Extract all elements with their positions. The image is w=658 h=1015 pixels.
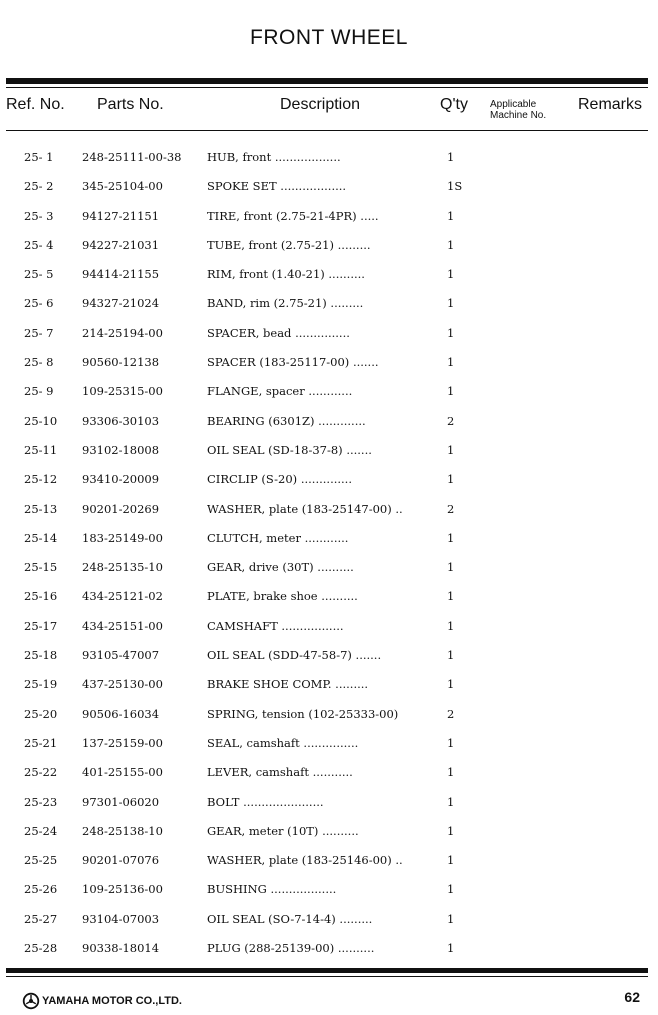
description-cell: GEAR, meter (10T) .......... (207, 823, 359, 838)
parts-no-cell: 90201-07076 (82, 853, 160, 868)
ref-no-cell: 25- 8 (24, 355, 54, 370)
description-cell: TUBE, front (2.75-21) ......... (207, 237, 371, 252)
ref-no-cell: 25- 2 (24, 179, 54, 194)
description-cell: SPRING, tension (102-25333-00) (207, 706, 399, 721)
ref-no-cell: 25-20 (24, 706, 58, 721)
description-cell: PLATE, brake shoe .......... (207, 589, 358, 604)
bottom-rule-thin (6, 976, 648, 977)
description-cell: OIL SEAL (SD-18-37-8) ....... (207, 442, 372, 457)
table-header (0, 96, 658, 124)
quantity-cell: 1 (447, 150, 455, 164)
table-row (0, 319, 658, 348)
description-cell: WASHER, plate (183-25147-00) .. (207, 501, 403, 516)
table-row (0, 465, 658, 494)
quantity-cell: 1 (447, 237, 455, 252)
quantity-cell: 1 (447, 853, 455, 868)
parts-no-cell: 248-25135-10 (82, 560, 163, 575)
table-row (0, 641, 658, 670)
description-cell: WASHER, plate (183-25146-00) .. (207, 853, 403, 868)
description-cell: CLUTCH, meter ............ (207, 530, 349, 545)
table-row (0, 934, 658, 963)
ref-no-cell: 25-18 (24, 648, 58, 663)
table-row (0, 260, 658, 289)
parts-no-cell: 90506-16034 (82, 706, 160, 721)
table-row (0, 788, 658, 817)
parts-no-cell: 93306-30103 (82, 413, 160, 428)
ref-no-cell: 25-25 (24, 853, 58, 868)
description-cell: CAMSHAFT ................. (207, 618, 344, 633)
ref-no-cell: 25-13 (24, 501, 58, 516)
bottom-rule (6, 968, 648, 973)
parts-no-cell: 345-25104-00 (82, 179, 163, 194)
quantity-cell: 1 (447, 589, 455, 604)
quantity-cell: 1 (447, 560, 455, 575)
ref-no-cell: 25-21 (24, 735, 58, 750)
quantity-cell: 1 (447, 267, 455, 282)
ref-no-cell: 25-27 (24, 911, 58, 926)
parts-no-cell: 401-25155-00 (82, 765, 163, 780)
header-rule (6, 130, 648, 131)
parts-no-cell: 93410-20009 (82, 472, 160, 487)
quantity-cell: 1 (447, 941, 455, 956)
table-row (0, 407, 658, 436)
parts-no-cell: 93102-18008 (82, 442, 160, 457)
parts-table-body (0, 143, 658, 963)
table-row (0, 905, 658, 934)
table-row (0, 348, 658, 377)
parts-no-cell: 214-25194-00 (82, 325, 163, 340)
parts-no-cell: 248-25111-00-38 (82, 150, 182, 164)
parts-no-cell: 94227-21031 (82, 237, 160, 252)
description-cell: OIL SEAL (SO-7-14-4) ......... (207, 911, 373, 926)
description-cell: HUB, front .................. (207, 150, 341, 164)
parts-no-cell: 137-25159-00 (82, 735, 163, 750)
parts-no-cell: 90201-20269 (82, 501, 160, 516)
ref-no-cell: 25-11 (24, 442, 58, 457)
description-cell: PLUG (288-25139-00) .......... (207, 941, 375, 956)
table-row (0, 670, 658, 699)
ref-no-cell: 25-10 (24, 413, 58, 428)
quantity-cell: 1 (447, 677, 455, 692)
top-rule-thin (6, 87, 648, 88)
ref-no-cell: 25-19 (24, 677, 58, 692)
table-row (0, 289, 658, 318)
parts-no-cell: 93105-47007 (82, 648, 160, 663)
ref-no-cell: 25-12 (24, 472, 58, 487)
table-row (0, 817, 658, 846)
description-cell: BOLT ...................... (207, 794, 324, 809)
parts-no-cell: 90560-12138 (82, 355, 160, 370)
quantity-cell: 1 (447, 735, 455, 750)
table-row (0, 729, 658, 758)
quantity-cell: 2 (447, 706, 455, 721)
quantity-cell: 1 (447, 618, 455, 633)
table-row (0, 612, 658, 641)
quantity-cell: 1 (447, 882, 455, 897)
parts-no-cell: 109-25136-00 (82, 882, 163, 897)
description-cell: LEVER, camshaft ........... (207, 765, 353, 780)
ref-no-cell: 25-22 (24, 765, 58, 780)
table-row (0, 582, 658, 611)
quantity-cell: 1 (447, 384, 455, 399)
description-cell: SPOKE SET .................. (207, 179, 347, 194)
parts-no-cell: 434-25121-02 (82, 589, 163, 604)
description-cell: SPACER (183-25117-00) ....... (207, 355, 379, 370)
table-row (0, 202, 658, 231)
ref-no-cell: 25- 9 (24, 384, 54, 399)
description-cell: CIRCLIP (S-20) .............. (207, 472, 352, 487)
ref-no-cell: 25-23 (24, 794, 58, 809)
parts-no-cell: 94127-21151 (82, 208, 160, 223)
description-cell: SEAL, camshaft ............... (207, 735, 359, 750)
quantity-cell: 1 (447, 325, 455, 340)
yamaha-tuning-fork-emblem-icon (22, 992, 40, 1010)
parts-no-cell: 434-25151-00 (82, 618, 163, 633)
ref-no-cell: 25-15 (24, 560, 58, 575)
table-row (0, 377, 658, 406)
header-applicable-machine (490, 99, 546, 121)
header-ref-no: Ref. No. (6, 96, 65, 113)
table-row (0, 143, 658, 172)
table-row (0, 524, 658, 553)
table-row (0, 846, 658, 875)
table-row (0, 553, 658, 582)
ref-no-cell: 25- 1 (24, 150, 54, 164)
table-row (0, 231, 658, 260)
parts-no-cell: 97301-06020 (82, 794, 160, 809)
page-number: 62 (624, 989, 640, 1005)
parts-no-cell: 94414-21155 (82, 267, 160, 282)
table-row (0, 436, 658, 465)
quantity-cell: 1 (447, 794, 455, 809)
ref-no-cell: 25-17 (24, 618, 58, 633)
header-parts-no: Parts No. (97, 96, 164, 113)
description-cell: OIL SEAL (SDD-47-58-7) ....... (207, 648, 382, 663)
ref-no-cell: 25- 4 (24, 237, 54, 252)
description-cell: TIRE, front (2.75-21-4PR) ..... (207, 208, 379, 223)
page-title: FRONT WHEEL (250, 26, 408, 49)
description-cell: SPACER, bead ............... (207, 325, 350, 340)
quantity-cell: 1 (447, 208, 455, 223)
parts-no-cell: 437-25130-00 (82, 677, 163, 692)
ref-no-cell: 25-14 (24, 530, 58, 545)
description-cell: BEARING (6301Z) ............. (207, 413, 366, 428)
quantity-cell: 2 (447, 413, 455, 428)
description-cell: BUSHING .................. (207, 882, 337, 897)
quantity-cell: 1 (447, 765, 455, 780)
parts-no-cell: 248-25138-10 (82, 823, 163, 838)
header-applicable-line1: Applicable (490, 99, 537, 110)
quantity-cell: 1 (447, 296, 455, 311)
ref-no-cell: 25- 3 (24, 208, 54, 223)
ref-no-cell: 25-24 (24, 823, 58, 838)
table-row (0, 758, 658, 787)
ref-no-cell: 25- 6 (24, 296, 54, 311)
header-quantity: Q'ty (440, 96, 468, 113)
parts-no-cell: 109-25315-00 (82, 384, 163, 399)
header-description: Description (280, 96, 361, 113)
parts-no-cell: 93104-07003 (82, 911, 160, 926)
description-cell: GEAR, drive (30T) .......... (207, 560, 354, 575)
company-name: YAMAHA MOTOR CO.,LTD. (42, 995, 182, 1007)
description-cell: BAND, rim (2.75-21) ......... (207, 296, 364, 311)
parts-no-cell: 94327-21024 (82, 296, 160, 311)
quantity-cell: 1 (447, 355, 455, 370)
ref-no-cell: 25- 7 (24, 325, 54, 340)
quantity-cell: 1 (447, 823, 455, 838)
table-row (0, 495, 658, 524)
parts-no-cell: 90338-18014 (82, 941, 160, 956)
table-row (0, 172, 658, 201)
table-row (0, 700, 658, 729)
top-rule (6, 78, 648, 84)
ref-no-cell: 25- 5 (24, 267, 54, 282)
quantity-cell: 2 (447, 501, 455, 516)
ref-no-cell: 25-26 (24, 882, 58, 897)
description-cell: FLANGE, spacer ............ (207, 384, 353, 399)
quantity-cell: 1 (447, 648, 455, 663)
table-row (0, 875, 658, 904)
ref-no-cell: 25-16 (24, 589, 58, 604)
header-applicable-line2: Machine No. (490, 110, 547, 121)
header-remarks: Remarks (578, 96, 643, 113)
quantity-cell: 1 (447, 911, 455, 926)
quantity-cell: 1 (447, 442, 455, 457)
quantity-cell: 1 (447, 472, 455, 487)
ref-no-cell: 25-28 (24, 941, 58, 956)
description-cell: RIM, front (1.40-21) .......... (207, 267, 365, 282)
description-cell: BRAKE SHOE COMP. ......... (207, 677, 369, 692)
quantity-cell: 1S (447, 179, 463, 194)
quantity-cell: 1 (447, 530, 455, 545)
parts-no-cell: 183-25149-00 (82, 530, 163, 545)
company-logo (22, 991, 182, 1011)
